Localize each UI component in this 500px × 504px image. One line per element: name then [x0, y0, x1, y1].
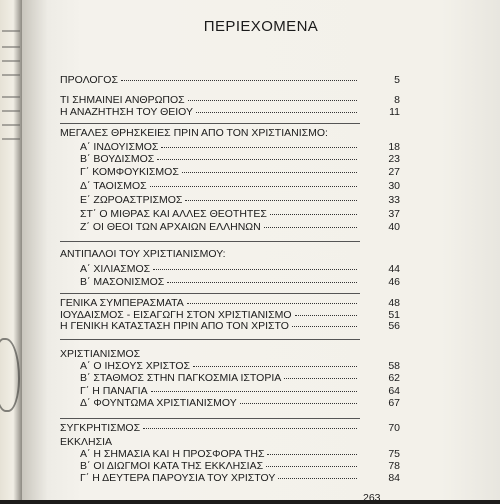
- toc-entry-world-history: [80, 372, 400, 384]
- toc-entry-page: 8: [394, 94, 400, 106]
- toc-entry-label: Γ΄ ΚΟΜΦΟΥΚΙΣΜΟΣ: [80, 166, 179, 178]
- toc-entry-label: Γ΄ Η ΠΑΝΑΓΙΑ: [80, 385, 148, 397]
- leader-dots: [185, 200, 357, 201]
- leader-dots: [266, 466, 357, 467]
- toc-entry-chiliasm: [80, 263, 400, 275]
- toc-entry-page: 30: [388, 180, 400, 192]
- toc-entry-mithras: [80, 208, 400, 220]
- section-heading-opponents: ΑΝΤΙΠΑΛΟΙ ΤΟΥ ΧΡΙΣΤΙΑΝΙΣΜΟΥ:: [60, 248, 226, 260]
- toc-entry-flourishing: [80, 397, 400, 409]
- toc-entry-conclusions: [60, 297, 400, 309]
- toc-entry-page: 46: [388, 276, 400, 288]
- leader-dots: [292, 326, 357, 327]
- toc-entry-label: Α΄ ΧΙΛΙΑΣΜΟΣ: [80, 263, 151, 275]
- toc-entry-page: 56: [388, 320, 400, 332]
- toc-entry-label: Α΄ Ο ΙΗΣΟΥΣ ΧΡΙΣΤΟΣ: [80, 360, 191, 372]
- toc-entry-page: 37: [388, 208, 400, 220]
- leader-dots: [161, 147, 357, 148]
- leader-dots: [278, 478, 357, 479]
- leader-dots: [153, 269, 357, 270]
- section-rule: [60, 123, 360, 124]
- toc-entry-hinduism: [80, 141, 400, 153]
- leader-dots: [143, 428, 357, 429]
- toc-entry-page: 84: [388, 472, 400, 484]
- toc-entry-church-meaning: [80, 448, 400, 460]
- toc-entry-page: 18: [388, 141, 400, 153]
- toc-entry-label: ΣΤ΄ Ο ΜΙΘΡΑΣ ΚΑΙ ΑΛΛΕΣ ΘΕΟΤΗΤΕΣ: [80, 208, 267, 220]
- section-heading-religions: ΜΕΓΑΛΕΣ ΘΡΗΣΚΕΙΕΣ ΠΡΙΝ ΑΠΟ ΤΟΝ ΧΡΙΣΤΙΑΝΙΣΜΟ:: [60, 127, 328, 139]
- toc-entry-page: 67: [388, 397, 400, 409]
- leader-dots: [240, 403, 357, 404]
- leader-dots: [187, 303, 357, 304]
- toc-entry-label: Η ΑΝΑΖΗΤΗΣΗ ΤΟΥ ΘΕΙΟΥ: [60, 106, 194, 118]
- toc-entry-page: 70: [388, 422, 400, 434]
- toc-entry-page: 75: [388, 448, 400, 460]
- toc-entry-masonry: [80, 276, 400, 288]
- toc-entry-label: Β΄ ΒΟΥΔΙΣΜΟΣ: [80, 153, 155, 165]
- toc-entry-page: 44: [388, 263, 400, 275]
- toc-entry-page: 62: [388, 372, 400, 384]
- section-rule: [60, 418, 360, 419]
- toc-entry-label: Β΄ ΣΤΑΘΜΟΣ ΣΤΗΝ ΠΑΓΚΟΣΜΙΑ ΙΣΤΟΡΙΑ: [80, 372, 282, 384]
- leader-dots: [121, 80, 357, 81]
- leader-dots: [182, 172, 357, 173]
- toc-entry-label: Γ΄ Η ΔΕΥΤΕΡΑ ΠΑΡΟΥΣΙΑ ΤΟΥ ΧΡΙΣΤΟΥ: [80, 472, 276, 484]
- toc-entry-label: ΙΟΥΔΑΙΣΜΟΣ - ΕΙΣΑΓΩΓΗ ΣΤΟΝ ΧΡΙΣΤΙΑΝΙΣΜΟ: [60, 309, 292, 321]
- toc-entry-page: 78: [388, 460, 400, 472]
- toc-entry-label: Α΄ ΙΝΔΟΥΙΣΜΟΣ: [80, 141, 159, 153]
- toc-entry-label: Ζ΄ ΟΙ ΘΕΟΙ ΤΩΝ ΑΡΧΑΙΩΝ ΕΛΛΗΝΩΝ: [80, 221, 261, 233]
- toc-entry-panagia: [80, 385, 400, 397]
- toc-entry-page: 23: [388, 153, 400, 165]
- toc-entry-page: 5: [394, 74, 400, 86]
- toc-entry-taoism: [80, 180, 400, 192]
- toc-entry-persecutions: [80, 460, 400, 472]
- toc-entry-label: Ε΄ ΖΩΡΟΑΣΤΡΙΣΜΟΣ: [80, 194, 183, 206]
- leader-dots: [267, 454, 357, 455]
- section-heading-christianity: ΧΡΙΣΤΙΑΝΙΣΜΟΣ: [60, 348, 141, 360]
- toc-entry-page: 48: [388, 297, 400, 309]
- toc-entry-label: ΓΕΝΙΚΑ ΣΥΜΠΕΡΑΣΜΑΤΑ: [60, 297, 184, 309]
- toc-entry-label: Β΄ ΜΑΣΟΝΙΣΜΟΣ: [80, 276, 165, 288]
- leader-dots: [270, 214, 357, 215]
- toc-entry-label: ΤΙ ΣΗΜΑΙΝΕΙ ΑΝΘΡΩΠΟΣ: [60, 94, 185, 106]
- toc-entry-page: 11: [389, 106, 400, 118]
- toc-entry-page: 58: [388, 360, 400, 372]
- toc-entry-page: 64: [388, 385, 400, 397]
- leader-dots: [150, 186, 357, 187]
- contents-page: [22, 0, 500, 504]
- toc-entry-buddhism: [80, 153, 400, 165]
- toc-entry-syncretism: [60, 422, 400, 434]
- section-rule: [60, 339, 360, 340]
- toc-entry-search-divine: [60, 106, 400, 118]
- toc-entry-label: Η ΓΕΝΙΚΗ ΚΑΤΑΣΤΑΣΗ ΠΡΙΝ ΑΠΟ ΤΟΝ ΧΡΙΣΤΟ: [60, 320, 289, 332]
- toc-entry-label: ΠΡΟΛΟΓΟΣ: [60, 74, 118, 86]
- leader-dots: [151, 391, 357, 392]
- toc-entry-label: ΣΥΓΚΡΗΤΙΣΜΟΣ: [60, 422, 141, 434]
- toc-entry-label: Β΄ ΟΙ ΔΙΩΓΜΟΙ ΚΑΤΑ ΤΗΣ ΕΚΚΛΗΣΙΑΣ: [80, 460, 264, 472]
- toc-entry-page: 33: [388, 194, 400, 206]
- leader-dots: [167, 282, 357, 283]
- leader-dots: [284, 378, 357, 379]
- left-page-edge: [0, 0, 22, 500]
- section-heading-church: ΕΚΚΛΗΣΙΑ: [60, 436, 113, 448]
- leader-dots: [264, 227, 357, 228]
- toc-entry-greek-gods: [80, 221, 400, 233]
- toc-entry-label: Δ΄ ΤΑΟΙΣΜΟΣ: [80, 180, 147, 192]
- section-rule: [60, 241, 360, 242]
- leader-dots: [188, 100, 357, 101]
- page-title: ΠΕΡΙΕΧΟΜΕΝΑ: [203, 18, 319, 35]
- toc-entry-confucianism: [80, 166, 400, 178]
- toc-entry-zoroastrianism: [80, 194, 400, 206]
- toc-entry-second-coming: [80, 472, 400, 484]
- toc-entry-page: 27: [388, 166, 400, 178]
- toc-entry-jesus: [80, 360, 400, 372]
- toc-entry-label: Δ΄ ΦΟΥΝΤΩΜΑ ΧΡΙΣΤΙΑΝΙΣΜΟΥ: [80, 397, 237, 409]
- ornament-icon: [0, 338, 20, 412]
- leader-dots: [196, 112, 357, 113]
- section-rule: [60, 293, 360, 294]
- leader-dots: [193, 366, 357, 367]
- toc-entry-page: 51: [388, 309, 400, 321]
- toc-entry-label: Α΄ Η ΣΗΜΑΣΙΑ ΚΑΙ Η ΠΡΟΣΦΟΡΑ ΤΗΣ: [80, 448, 265, 460]
- toc-entry-situation: [60, 320, 400, 332]
- leader-dots: [295, 315, 358, 316]
- toc-entry-prologue: [60, 74, 400, 86]
- page-number-partial: 263: [363, 492, 381, 504]
- toc-entry-human: [60, 94, 400, 106]
- leader-dots: [157, 159, 357, 160]
- toc-entry-page: 40: [388, 221, 400, 233]
